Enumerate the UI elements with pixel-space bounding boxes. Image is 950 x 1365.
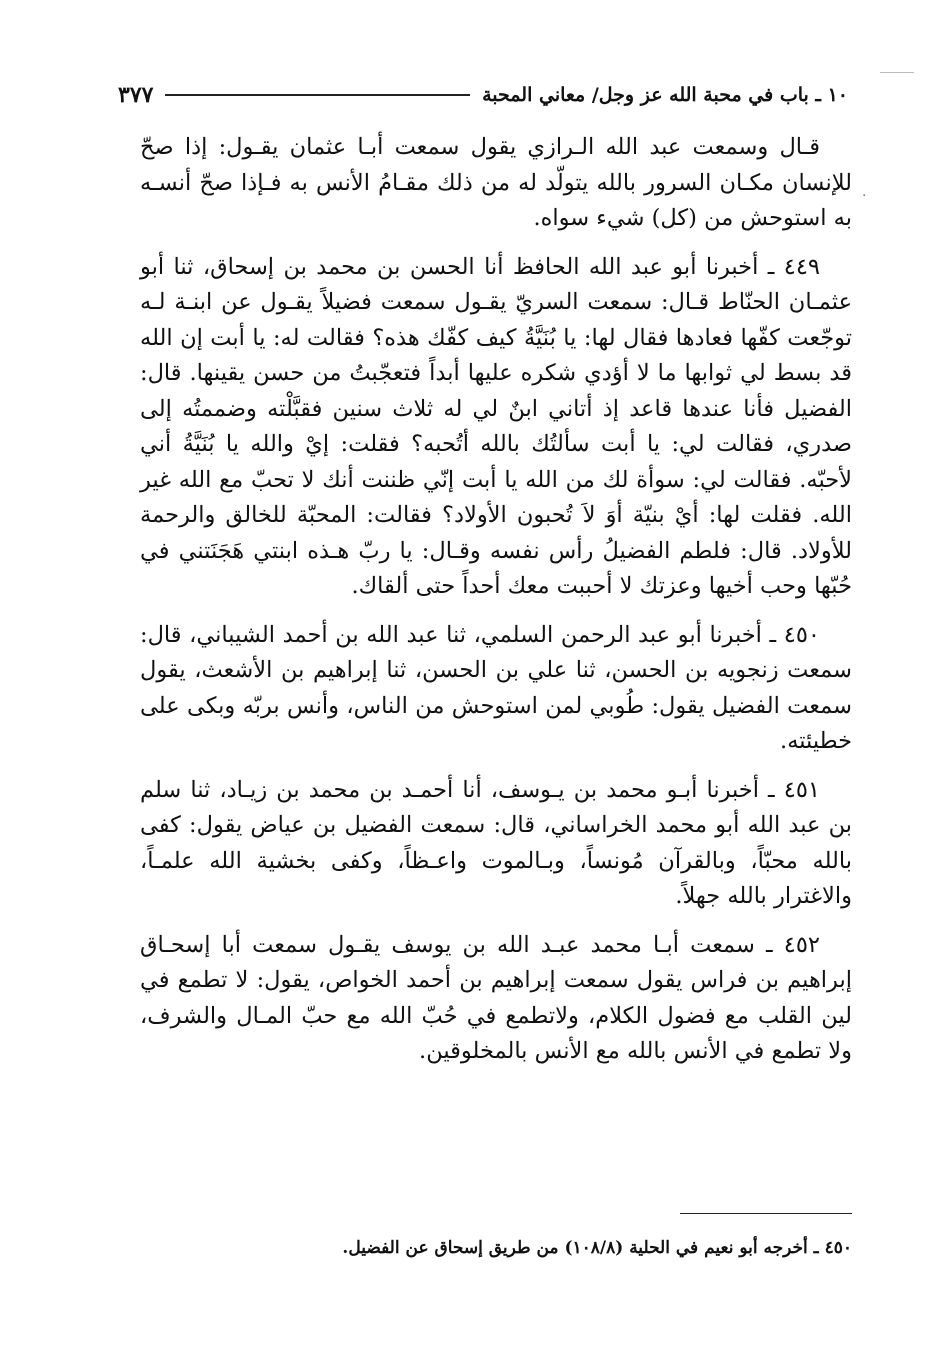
margin-mark: · — [862, 188, 867, 204]
paragraph-450: ٤٥٠ ـ أخبرنا أبو عبد الرحمن السلمي، ثنا عبد الله بن أحمد الشيباني، قال: سمعت زنجويه بن الحسن، ثنا علي بن الحسن، ثنا إبراهيم بن الأشعث، يقول سمعت الفضيل يقول: طُوبي لمن استوحش من الناس، وأنس بربّه وبكى على خطيئته. — [140, 621, 852, 754]
main-text — [140, 130, 852, 1083]
header-rule — [165, 94, 470, 96]
paragraph-451: ٤٥١ ـ أخبرنا أبـو محمد بن يـوسف، أنا أحمـد بن محمد بن زيـاد، ثنا سلم بن عبد الله أبو محمد الخراساني، قال: سمعت الفضيل بن عياض يقول: كفى بالله محبّاً، وبالقرآن مُونساً، وبـالموت واعـظاً، وكفى بخشية الله علمـاً، والاغترار بالله جهلاً. — [140, 776, 852, 909]
paragraph-452: ٤٥٢ ـ سمعت أبـا محمد عبـد الله بن يوسف يقـول سمعت أبا إسحـاق إبراهيم بن فراس يقول سمعت إبراهيم بن أحمد الخواص، يقول: لا تطمع في لين القلب مع فضول الكلام، ولاتطمع في حُبّ الله مع حبّ المـال والشرف، ولا تطمع في الأنس بالله مع الأنس بالمخلوقين. — [140, 931, 852, 1064]
footnote-rule — [680, 1213, 852, 1214]
page-number: ٣٧٧ — [118, 82, 154, 108]
paragraph-intro: قـال وسمعت عبد الله الـرازي يقول سمعت أبـا عثمان يقـول: إذا صحّ للإنسان مكـان السرور بالله يتولّد له من ذلك مقـامُ الأنس به فـإذا صحّ أنسـه به استوحش من (كل) شيء سواه. — [140, 134, 852, 231]
chapter-title: ١٠ ـ باب في محبة الله عز وجل/ معاني المحبة — [482, 84, 848, 106]
scan-corner-mark — [880, 72, 914, 73]
footnote: ٤٥٠ ـ أخرجه أبو نعيم في الحلية (١٠٨/٨) من طريق إسحاق عن الفضيل. — [342, 1238, 852, 1258]
running-header — [118, 78, 848, 112]
paragraph-449: ٤٤٩ ـ أخبرنا أبو عبد الله الحافظ أنا الحسن بن محمد بن إسحاق، ثنا أبو عثمـان الحنّاط قـال: سمعت السريّ يقـول سمعت فضيلاً يقـول عن ابنـة لـه توجّعت كفّها فعادها فقال لها: يا بُنَيَّةُ كيف كفّك هذه؟ فقالت له: يا أبت إن الله قد بسط لي ثوابها ما لا أؤدي شكره عليها أبداً فتعجّبتُ من حسن يقينها. قال: الفضيل فأنا عندها قاعد إذ أتاني ابنٌ لي له ثلاث سنين فقبَّلْته وضممتُه إلى صدري، فقالت لي: يا أبت سألتُك بالله أتُحبه؟ فقلت: إيْ والله يا بُنَيَّةُ أني لأحبّه. فقالت لي: سوأة لك من الله يا أبت إنّي ظننت أنك لا تحبّ مع الله غير الله. فقلت لها: أيْ بنيّة أوَ لاَ تُحبون الأولاد؟ فقالت: المحبّة للخالق والرحمة للأولاد. قال: فلطم الفضيلُ رأس نفسه وقـال: يا ربّ هـذه ابنتي هَجَنَتني في حُبّها وحب أخيها وعزتك لا أحببت معك أحداً حتى ألقاك. — [140, 253, 852, 599]
